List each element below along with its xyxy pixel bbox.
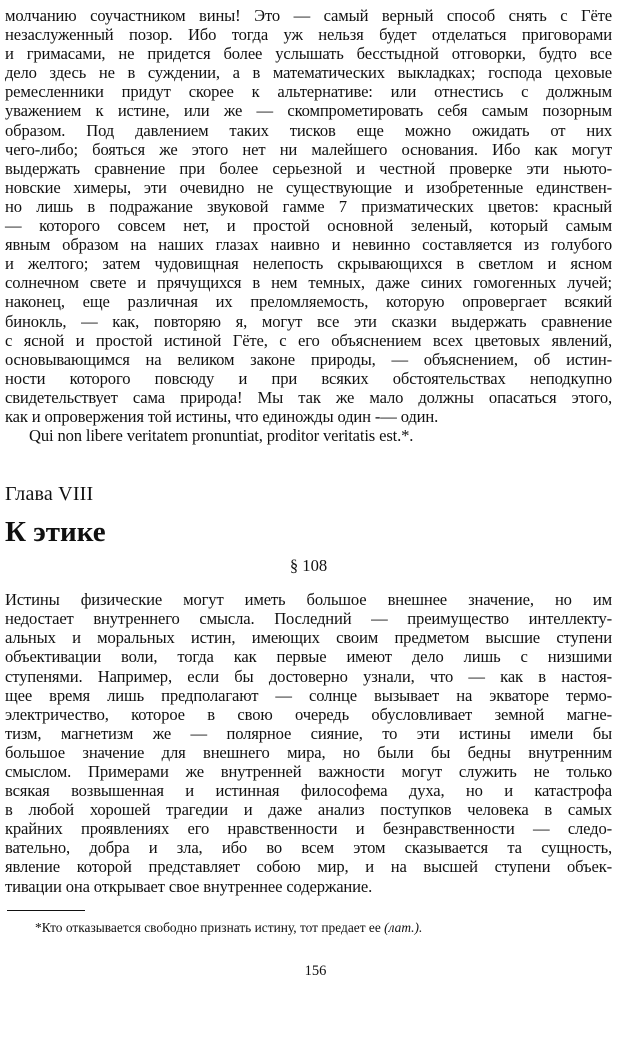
continued-paragraph	[5, 6, 612, 426]
footnote-language: (лат.).	[384, 919, 423, 935]
text-line: крайних проявлениях его нравственности и безнравственности — следо-	[5, 819, 612, 839]
text-line: щее время лишь предполагают — солнце вызывает на экваторе термо-	[5, 685, 612, 705]
text-line: электричество, которое в свою очередь обусловливает земной магне-	[5, 704, 612, 724]
text-line: молчанию соучастником вины! Это — самый верный способ снять с Гёте	[5, 6, 612, 25]
text-line: новские химеры, эти очевидно не существующие и изобретенные единствен-	[5, 177, 612, 197]
text-line: с ясной и простой истиной Гёте, с его объяснением всех цветовых явлений,	[5, 330, 612, 350]
text-line: и гримасами, не придется более услышать бесстыдной отговорки, будто все	[5, 44, 612, 64]
text-line: уважением к истине, или же — скомпрометировать себя самым позорным	[5, 101, 612, 121]
latin-quote-line: Qui non libere veritatem pronuntiat, proditor veritatis est.*.	[29, 426, 414, 446]
text-line: солнечном свете и прячущихся в нем темных, даже синих гомогенных лучей;	[5, 273, 612, 293]
text-line: ремесленники придут скорее к альтернативе: или отнестись с должным	[5, 82, 612, 102]
text-line: бинокль, — как, повторяю я, могут все эти сказки выдержать сравнение	[5, 311, 612, 331]
chapter-title: К этике	[5, 516, 106, 549]
text-line: — которого совсем нет, и простой основной зеленый, который самым	[5, 216, 612, 236]
text-line: альных и моральных истин, имеющих своим предметом высшие ступени	[5, 628, 612, 648]
text-line: наконец, еще различная их преломляемость, которую опровергает всякий	[5, 292, 612, 312]
text-line: тивации она открывает свое внутреннее содержание.	[5, 876, 373, 896]
text-line: выдержать сравнение при более серьезной и честной проверке эти ньюто-	[5, 158, 612, 178]
text-line: незаслуженный позор. Ибо тогда уж нельзя будет отделаться приговорами	[5, 25, 612, 45]
text-line: явление которой представляет собою мир, и на высшей ступени объек-	[5, 857, 612, 877]
text-line: большое значение для внешнего мира, но были бы бедны внутренним	[5, 742, 612, 762]
text-line: дело здесь не в суждении, а в математических выкладках; господа цеховые	[5, 63, 612, 83]
chapter-label: Глава VIII	[5, 483, 94, 506]
text-line: объективации воли, тогда как первые имеют дело лишь с низшими	[5, 647, 612, 667]
text-line: вательно, добра и зла, ибо во всем этом сказывается та сущность,	[5, 838, 612, 858]
text-line: в любой хорошей трагедии и даже анализ поступков человека в самых	[5, 800, 612, 820]
text-line: недостает внутреннего смысла. Последний — преимущество интеллекту-	[5, 609, 612, 629]
text-line: основывающимся на великом законе природы, — объяснением, об истин-	[5, 349, 612, 369]
text-line: образом. Под давлением таких тисков еще можно ожидать от них	[5, 120, 612, 140]
text-line: чего-либо; бояться же этого нет ни малейшего основания. Ибо как могут	[5, 139, 612, 159]
section-paragraph	[5, 590, 612, 896]
text-line: Истины физические могут иметь большое внешнее значение, но им	[5, 590, 612, 610]
footnote-text: *Кто отказывается свободно признать истину, тот предает ее	[35, 919, 381, 935]
footnote	[5, 919, 612, 937]
text-line: свидетельствует сама природа! Мы так же мало должны опасаться этого,	[5, 387, 612, 407]
text-line: и желтого; затем чудовищная нелепость скрывающихся в светлом и ясном	[5, 254, 612, 274]
text-line: ности которого повсюду и при всяких обстоятельствах неподкупно	[5, 368, 612, 388]
text-line: тизм, магнетизм же — полярное сияние, то эти истины имели бы	[5, 723, 612, 743]
text-line: явным образом на наших глазах наивно и невинно составляется из голубого	[5, 235, 612, 255]
footnote-divider	[7, 910, 85, 911]
text-line: как и опровержения той истины, что единожды один -— один.	[5, 406, 439, 426]
text-line: всякая возвышенная и истинная философема духа, но и катастрофа	[5, 781, 612, 801]
page-number: 156	[304, 962, 327, 979]
text-line: смыслом. Примерами же внутренней важности могут служить не только	[5, 762, 612, 781]
text-line: ступенями. Например, если бы достоверно узнали, что — как в настоя-	[5, 666, 612, 686]
text-line: но лишь в подражание звуковой гамме 7 призматических цветов: красный	[5, 196, 612, 216]
section-number: § 108	[289, 556, 328, 576]
